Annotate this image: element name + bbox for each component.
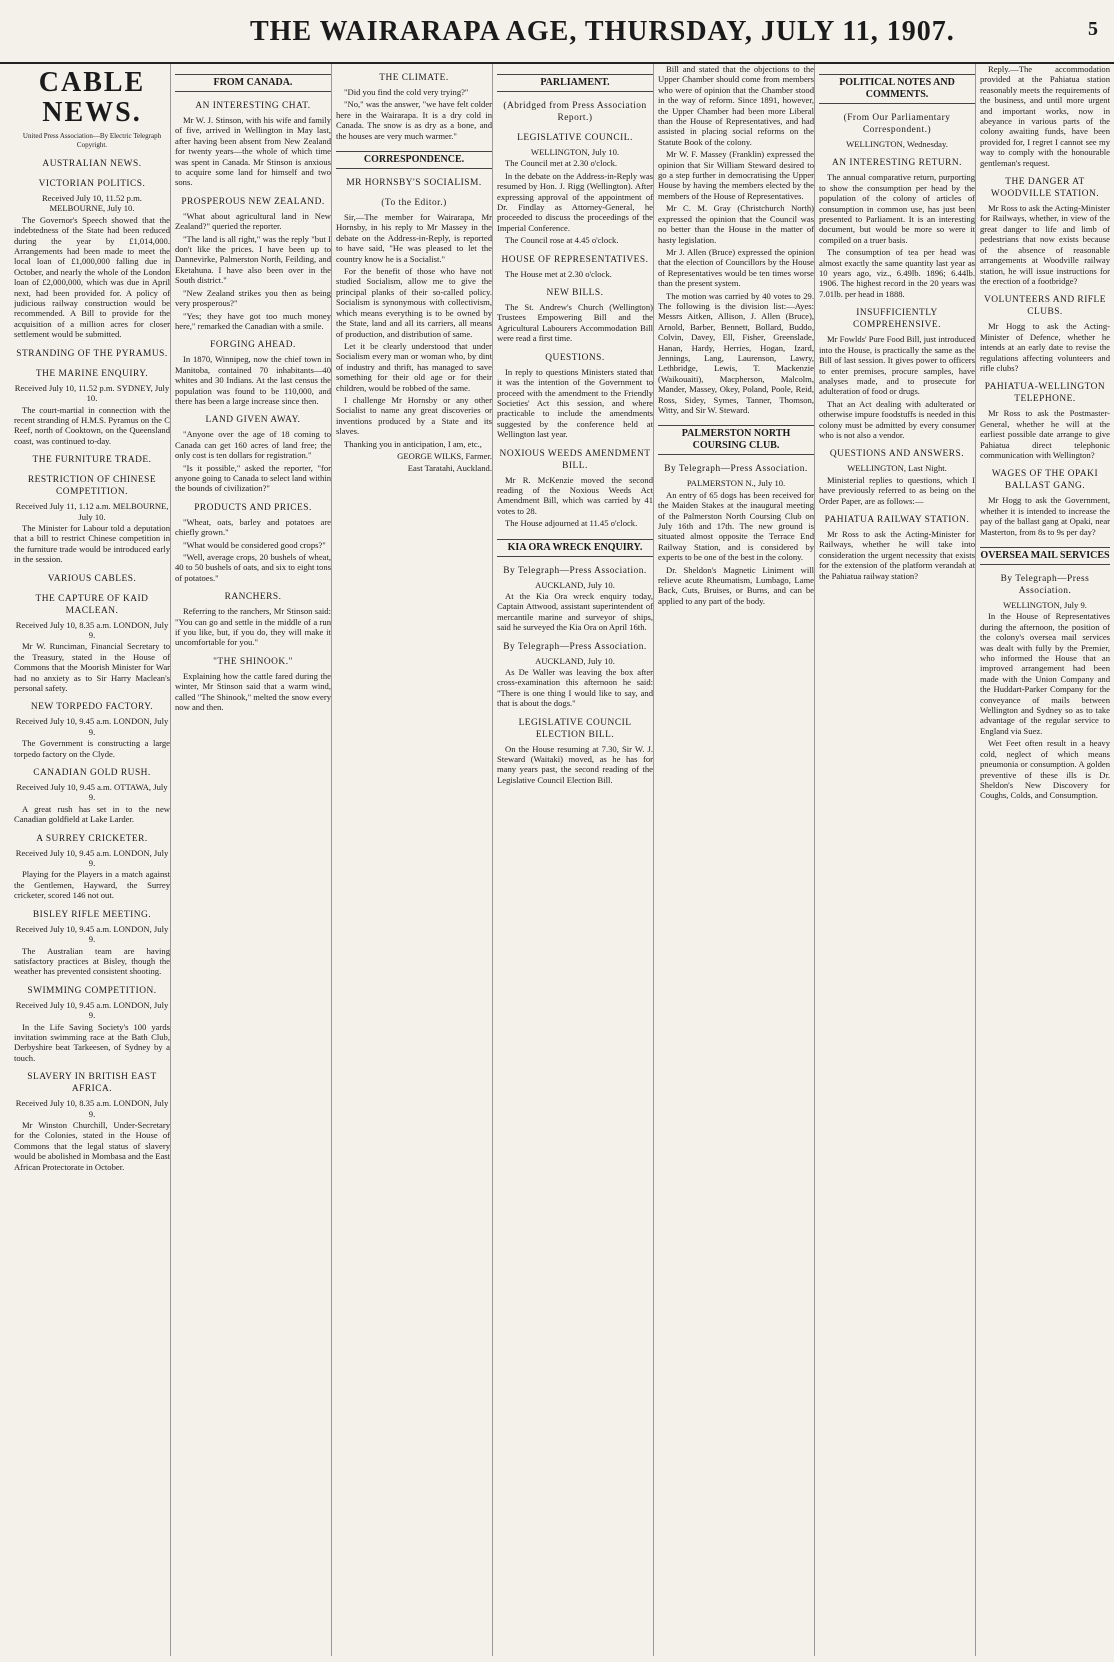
article-paragraph: The Government is constructing a large torpedo factory on the Clyde. [14,738,170,759]
column-2 [175,64,332,1656]
article-paragraph: I challenge Mr Hornsby or any other Socialist to name any great discoveries or inventions produced by a State and its slaves. [336,394,492,437]
masthead [0,0,1114,64]
article-subheading: AUSTRALIAN NEWS. [42,159,142,169]
article-subheading: "THE SHINOOK." [213,656,293,667]
article-paragraph: The consumption of tea per head was almost exactly the same quantity last year as 10 years ago, viz., 6.49lb. 1896; 6.44lb. 1906. The highest record in the 20 years was 7.01lb. per head in 1888. [819,247,975,299]
article-subheading: NEW TORPEDO FACTORY. [30,702,154,713]
article-subheading: HOUSE OF REPRESENTATIVES. [501,254,649,265]
article-paragraph: Mr C. M. Gray (Christchurch North) expressed the opinion that the Council was no better than the House in the matter of hasty legislation. [658,203,814,245]
article-paragraph: Mr W. F. Massey (Franklin) expressed the opinion that Sir William Steward desired to go a step further in democratising the Upper House by having the members elected by the members of the House of Representatives. [658,149,814,201]
article-paragraph: Mr W. Runciman, Financial Secretary to the Treasury, stated in the House of Commons that the Moorish Minister for War had no anxiety as to Sir Harry Maclean's personal safety. [14,641,170,693]
article-paragraph: The court-martial in connection with the recent stranding of H.M.S. Pyramus on the C Reef, north of Cooktown, on the Queensland coast, was continued to-day. [14,404,170,446]
article-subheading: By Telegraph—Press Association. [1000,574,1090,596]
article-paragraph: The Minister for Labour told a deputation that a bill to restrict Chinese competition in the furniture trade would be introduced early in the session. [14,522,170,565]
article-paragraph: Sir,—The member for Wairarapa, Mr Hornsby, in his reply to Mr Massey in the debate on the Address-in-Reply, is reported to have said, "He was pleased to let the country know he is a Socialist." [336,212,492,264]
article-subheading: AN INTERESTING RETURN. [831,158,962,169]
article-paragraph: The House met at 2.30 o'clock. [505,268,612,279]
article-subheading: THE FURNITURE TRADE. [32,455,152,466]
article-subheading: (From Our Parliamentary Correspondent.) [843,113,951,135]
article-subheading: THE CLIMATE. [379,73,449,83]
article-paragraph: The St. Andrew's Church (Wellington) Trustees Empowering Bill and the Agricultural Labourers Accommodation Bill were read a first time. [497,302,653,344]
dateline: WELLINGTON, July 10. [530,147,620,157]
article-paragraph: Mr Hogg to ask the Government, whether it is intended to increase the pay of the ballast gang at Opaki, near Masterton, from 8s to 9s per day? [980,495,1110,537]
article-paragraph: The Governor's Speech showed that the indebtedness of the State had been reduced during the year by £1,014,000. Arrangements had been made to meet the local loan of £1,000,000 falling due in October, and nearly the whole of the London loan of £2,000,000, which was due in April next, had been provided for. A policy of judicious railway construction would be recommended. A Bill to provide for the acquisition of a million acres for closer settlement would be submitted. [14,214,170,340]
dateline: Received July 10, 9.45 a.m. LONDON, July 9. [15,847,169,869]
column-5 [658,64,815,1656]
article-subheading: A SURREY CRICKETER. [36,833,148,844]
article-paragraph: A great rush has set in to the new Canadian goldfield at Lake Larder. [14,803,170,825]
article-paragraph: "Yes; they have got too much money here," remarked the Canadian with a smile. [175,310,331,331]
article-paragraph: An entry of 65 dogs has been received for the Maiden Stakes at the inaugural meeting of the Palmerston North Coursing Club on July 16th and 17th. The new ground is situated almost opposite the Terrace End Railway Station, and is considered by experts to be one of the best in the colony. [658,489,814,563]
article-subheading: PAHIATUA-WELLINGTON TELEPHONE. [984,382,1106,405]
article-subheading: CANADIAN GOLD RUSH. [33,768,151,779]
dateline: Received July 10, 9.45 a.m. LONDON, July 9. [15,923,169,945]
article-headline: OVERSEA MAIL SERVICES [980,547,1110,565]
newspaper-page [0,64,1114,1656]
article-subheading: VICTORIAN POLITICS. [38,179,146,189]
section-masthead: CABLE NEWS. [38,67,146,128]
article-headline: FROM CANADA. [175,74,331,92]
article-paragraph: Mr Hogg to ask the Acting-Minister of Defence, whether he intends at an early date to revise the regulations affecting volunteers and rifle clubs? [980,321,1110,373]
article-paragraph: That an Act dealing with adulterated or otherwise impure foodstuffs is needed in this colony must be admitted by every consumer who is not also a vendor. [819,398,975,440]
signature: GEORGE WILKS, Farmer. [397,450,492,461]
dateline: Received July 11, 1.12 a.m. MELBOURNE, July 10. [15,501,169,522]
article-paragraph: The Australian team are having satisfactory practices at Bisley, though the weather has prevented consistent shooting. [14,945,170,977]
signature: East Taratahi, Auckland. [407,463,492,474]
article-paragraph: In reply to questions Ministers stated that it was the intention of the Government to proceed with the amendment to the Friendly Societies' Act this session, and where practicable to include the amendments suggested by the conference held at Wellington last year. [497,366,653,440]
article-paragraph: "Is it possible," asked the reporter, "for anyone going to Canada to select land within the bounds of civilization?" [175,462,331,494]
column-7 [980,64,1110,1656]
article-paragraph: "Wheat, oats, barley and potatoes are chiefly grown." [175,516,331,538]
article-paragraph: Explaining how the cattle fared during the winter, Mr Stinson said that a warm wind, called "The Shinook," melted the snow every now and then. [175,670,331,713]
article-subheading: SWIMMING COMPETITION. [27,985,157,996]
dateline: WELLINGTON, Wednesday. [846,139,948,149]
article-paragraph: Ministerial replies to questions, which I have previously referred to as being on the Order Paper, are as follows:— [819,474,975,506]
article-paragraph: Playing for the Players in a match against the Gentlemen, Hayward, the Surrey cricketer, scored 146 not out. [14,869,170,901]
article-paragraph: Let it be clearly understood that under Socialism every man or woman who, by dint of industry and thrift, has managed to save something for their old age or for their children, would be robbed of the same. [336,340,492,393]
dateline: Received July 10, 8.35 a.m. LONDON, July 9. [15,619,169,640]
article-paragraph: Mr R. McKenzie moved the second reading of the Noxious Weeds Act Amendment Bill, which was carried by 41 votes to 28. [497,474,653,516]
dateline: Received July 10, 9.45 a.m. LONDON, July 9. [15,716,169,737]
column-4 [497,64,654,1656]
article-paragraph: Dr. Sheldon's Magnetic Liniment will relieve acute Rheumatism, Lumbago, Lame Back, Cuts, Bruises, or Burns, and can be applied to any part of the body. [658,564,814,606]
article-paragraph: Reply.—The accommodation provided at the Pahiatua station reasonably meets the requirements of the business, and until more urgent and important works, now in abeyance in various parts of the colony awaiting funds, have been provided for, I regret I cannot see my way to comply with the honourable gentleman's request. [980,64,1110,168]
article-subheading: MR HORNSBY'S SOCIALISM. [346,178,482,189]
column-3 [336,64,493,1656]
page-number: 5 [1088,18,1098,40]
article-subheading: PRODUCTS AND PRICES. [194,502,312,513]
article-paragraph: "Did you find the cold very trying?" [344,87,469,97]
article-subheading: BISLEY RIFLE MEETING. [32,909,152,920]
article-subheading: INSUFFICIENTLY COMPREHENSIVE. [853,308,941,331]
article-subheading: (To the Editor.) [381,198,447,209]
article-subheading: STRANDING OF THE PYRAMUS. [16,348,168,359]
article-paragraph: Mr Ross to ask the Acting-Minister for Railways, whether, in view of the great danger to life and limb of pedestrians that now exists because of the absence of reasonable arrangements at Woodville railway station, he will issue instructions for the erection of a footbridge? [980,203,1110,286]
article-paragraph: "Anyone over the age of 18 coming to Canada can get 160 acres of land free; the only cost is ten dollars for registration." [175,429,331,461]
article-paragraph: "New Zealand strikes you then as being very prosperous?" [175,287,331,309]
article-paragraph: In the House of Representatives during the afternoon, the position of the colony's oversea mail services was dealt with fully by the Premier, who informed the House that an improved arrangement had been made with the Union Company and the Huddart-Parker Company for the conveyance of mails between Wellington and Sydney so as to take advantage of the regular service to England via Suez. [980,611,1110,736]
dateline: PALMERSTON N., July 10. [686,478,786,489]
article-paragraph: In the debate on the Address-in-Reply was resumed by Hon. J. Rigg (Wellington). After expressing approval of the appointment of Dr. Findlay as Attorney-General, he proceeded to discuss the proceedings of the Imperial Conference. [497,170,653,233]
dateline: Received July 10, 9.45 a.m. OTTAWA, July 9. [16,782,168,803]
dateline: WELLINGTON, Last Night. [847,463,947,474]
article-paragraph: As De Waller was leaving the box after cross-examination this afternoon he said: "There is one thing I would like to say, and that is about the dogs." [497,667,653,709]
dateline: Received July 10, 11.52 p.m. MELBOURNE, July 10. [42,193,142,214]
article-headline: POLITICAL NOTES AND COMMENTS. [819,74,975,104]
dateline: WELLINGTON, July 9. [1003,600,1087,610]
article-paragraph: For the benefit of those who have not studied Socialism, allow me to give the principal planks of their so-called policy. Socialism is synonymous with collectivism, which means everything is to be owned by the State, land and all its carriers, all means of production, and distribution of same. [336,266,492,339]
article-subheading: NOXIOUS WEEDS AMENDMENT BILL. [499,448,651,471]
column-1 [14,64,171,1656]
article-subheading: AN INTERESTING CHAT. [195,101,311,111]
article-subheading: QUESTIONS. [545,352,605,363]
dateline: Received July 10, 11.52 p.m. SYDNEY, July 10. [14,382,170,404]
article-paragraph: In 1870, Winnipeg, now the chief town in Manitoba, contained 70 inhabitants—40 whites and 30 Indians. At the last census the population was found to be 110,000, and there has been a large increase since then. [175,354,331,406]
article-paragraph: Mr J. Allen (Bruce) expressed the opinion that the election of Councillors by the House of Representatives would be ten times worse than the present system. [658,246,814,289]
article-paragraph: Thanking you in anticipation, I am, etc., [344,438,482,449]
article-subheading: RESTRICTION OF CHINESE COMPETITION. [27,475,157,498]
article-subheading: NEW BILLS. [546,288,604,299]
article-subheading: LEGISLATIVE COUNCIL ELECTION BILL. [518,717,632,740]
article-paragraph: Mr Fowlds' Pure Food Bill, just introduced into the House, is practically the same as the Bill of last session. It gives power to officers to enter premises, procure samples, have analyses made, and to prosecute for adulteration of food or drugs. [819,334,975,397]
article-paragraph: The Council rose at 4.45 o'clock. [505,235,619,246]
dateline: Received July 10, 8.35 a.m. LONDON, July 9. [15,1098,169,1119]
article-subheading: (Abridged from Press Association Report.) [503,101,647,123]
article-subheading: By Telegraph—Press Association. [503,565,647,576]
article-subheading: LAND GIVEN AWAY. [205,415,301,426]
article-paragraph: The House adjourned at 11.45 o'clock. [505,518,638,529]
article-paragraph: In the Life Saving Society's 100 yards invitation swimming race at the Bath Club, Derbyshire beat Tarkeesen, of Sydney by a touch. [14,1021,170,1063]
article-subheading: QUESTIONS AND ANSWERS. [829,449,965,460]
newspaper-title: THE WAIRARAPA AGE, THURSDAY, JULY 11, 1907. [250,16,955,47]
article-subheading: THE MARINE ENQUIRY. [35,368,149,379]
dateline: Received July 10, 9.45 a.m. LONDON, July 9. [15,999,169,1021]
article-paragraph: On the House resuming at 7.30, Sir W. J. Steward (Waitaki) moved, as he has for many years past, the second reading of the Legislative Council Election Bill. [497,743,653,785]
article-subheading: By Telegraph—Press Association. [664,464,808,475]
article-paragraph: "What would be considered good crops?" [183,539,326,550]
article-subheading: PAHIATUA RAILWAY STATION. [824,514,970,525]
article-paragraph: "What about agricultural land in New Zealand?" queried the reporter. [175,210,331,232]
article-paragraph: "The land is all right," was the reply "but I don't like the prices. I have been up to Dannevirke, Palmerston North, Feilding, and Eketahuna. I have also been over in the South district." [175,233,331,286]
article-subheading: LEGISLATIVE COUNCIL. [517,133,633,143]
article-subheading: FORGING AHEAD. [210,340,296,351]
article-paragraph: Wet Feet often result in a heavy cold, neglect of which means pneumonia or consumption. A golden preventive of these ills is Dr. Sheldon's New Discovery for Coughs, Colds, and Consumption. [980,738,1110,801]
article-subheading: VOLUNTEERS AND RIFLE CLUBS. [984,295,1106,318]
article-subheading: WAGES OF THE OPAKI BALLAST GANG. [991,469,1099,492]
article-paragraph: Mr Ross to ask the Acting-Minister for Railways, whether he will take into consideration the urgent necessity that exists for the extension of the platform verandah at the Pahiatua railway station? [819,528,975,581]
column-6 [819,64,976,1656]
dateline: AUCKLAND, July 10. [535,579,615,590]
article-paragraph: "Well, average crops, 20 bushels of wheat, 40 to 50 bushels of oats, and six to eight tons of potatoes." [175,552,331,583]
article-paragraph: "No," was the answer, "we have felt colder here in the Wairarapa. It is a dry cold in Canada. The snow is as dry as a bone, and the houses are very much warmer." [336,99,492,141]
article-paragraph: Mr Winston Churchill, Under-Secretary for the Colonies, stated in the House of Commons that the legal status of slavery would be abolished in Mombasa and the East African Protectorate in October. [14,1119,170,1172]
article-paragraph: Referring to the ranchers, Mr Stinson said: "You can go and settle in the middle of a run if you like, but, if you do, they will make it uncomfortable for you." [175,606,331,648]
article-subheading: RANCHERS. [224,592,282,603]
article-paragraph: Bill and stated that the objections to the Upper Chamber should come from members who were of opinion that the Chamber stood in the way of reform. Since 1891, however, the Upper Chamber had been more Liberal than the House of Representatives, and had assisted in placing social reforms on the Statute Book of the colony. [658,64,814,147]
article-paragraph: The annual comparative return, purporting to show the consumption per head by the population of the colony of articles of consumption in common use, has just been presented to Parliament. It is an interesting document, but would be more so were it compiled on a truer basis. [819,172,975,245]
article-paragraph: Mr Ross to ask the Postmaster-General, whether he will at the earliest possible date arrange to give Pahiatua direct telephonic communication with Wellington? [980,408,1110,460]
article-headline: CORRESPONDENCE. [336,151,492,169]
article-paragraph: The motion was carried by 40 votes to 29. The following is the division list:—Ayes: Messrs Aitken, Allison, J. Allen (Bruce), Arnold, Barber, Bennett, Bollard, Buddo, Colvin, Davey, Ell, Fisher, Greenslade, Hanan, Hardy, Herries, Hogan, Izard, Jennings, Lang, Laurenson, Lawry, Lethbridge, Lewis, T. Mackenzie (Waikouaiti), Macpherson, Malcolm, Mander, Massey, Okey, Poland, Poole, Reid, Ross, Sidey, Symes, Tanner, Thomson, Witty, and Sir W. Steward. [658,290,814,415]
article-headline: PALMERSTON NORTH COURSING CLUB. [658,425,814,455]
section-credit: United Press Association—By Electric Telegraph Copyright. [22,132,162,149]
article-headline: PARLIAMENT. [497,74,653,92]
article-paragraph: The Council met at 2.30 o'clock. [505,158,618,169]
article-subheading: SLAVERY IN BRITISH EAST AFRICA. [27,1072,157,1095]
article-subheading: THE CAPTURE OF KAID MACLEAN. [35,593,149,616]
dateline: AUCKLAND, July 10. [535,655,615,666]
article-subheading: VARIOUS CABLES. [47,573,137,584]
article-subheading: THE DANGER AT WOODVILLE STATION. [990,177,1100,200]
article-subheading: PROSPEROUS NEW ZEALAND. [181,196,325,207]
article-subheading: By Telegraph—Press Association. [503,641,647,652]
article-paragraph: At the Kia Ora wreck enquiry today, Captain Attwood, assistant superintendent of mercantile marine and surveyor of ships, said he surveyed the Kia Ora on April 16th. [497,590,653,633]
article-paragraph: Mr W. J. Stinson, with his wife and family of five, arrived in Wellington in May last, after having been absent from New Zealand for twenty years—the whole of which time was spent in Canada. Mr Stinson is anxious to acquire some land for himself and two sons. [175,115,331,188]
article-headline: KIA ORA WRECK ENQUIRY. [497,539,653,557]
